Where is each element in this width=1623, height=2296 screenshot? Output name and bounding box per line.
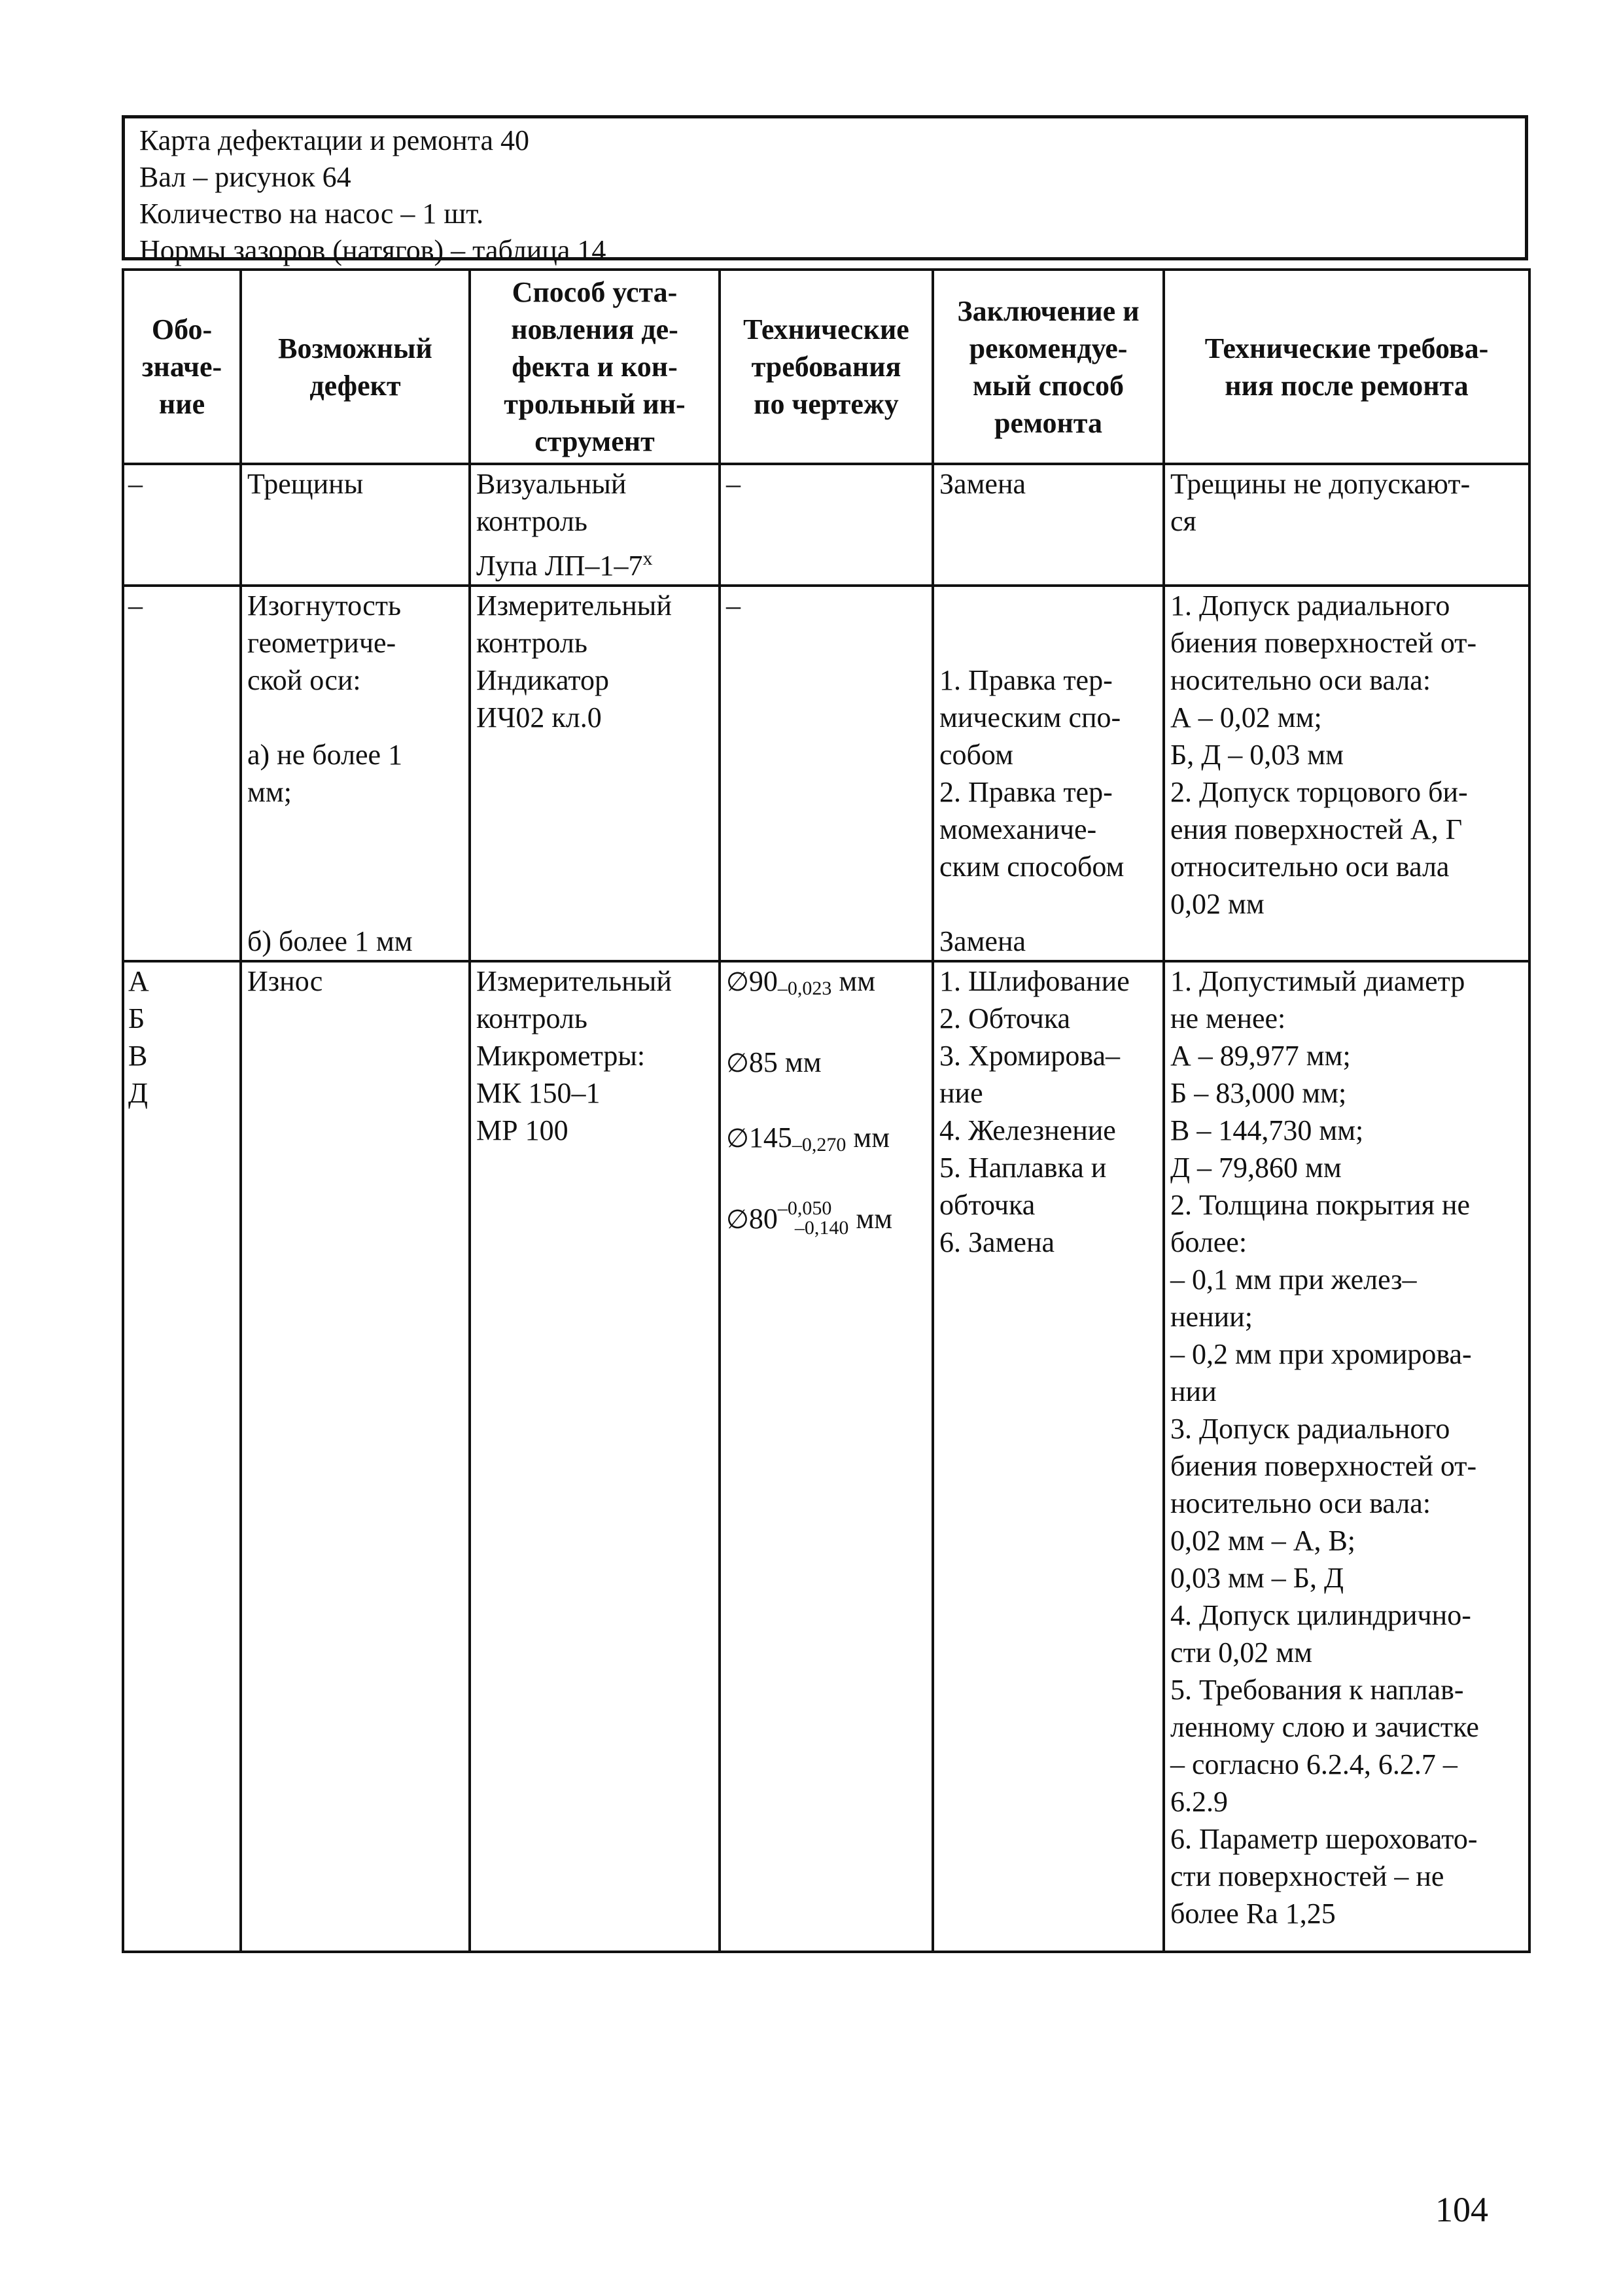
cell-designation: – [123,586,241,961]
col-header-after-repair: Технические требова- ния после ремонта [1164,270,1529,464]
cell-defect: Трещины [241,464,470,586]
quantity-line: Количество на насос – 1 шт. [139,198,484,230]
diameter-icon: ∅ [726,967,749,997]
col-header-defect: Возможный дефект [241,270,470,464]
diameter-spec-v: $\emptyset 145_{-0,270}$ мм [726,1122,890,1156]
diameter-spec-d: ∅80–0,050 –0,140 мм [726,1197,893,1239]
col-header-method: Способ уста- новления де- фекта и кон- трольный ин- струмент [470,270,720,464]
defect-table [122,268,1531,1953]
cell-method [470,464,720,586]
cell-after-repair: Трещины не допускают- ся [1164,464,1529,586]
diameter-icon: ∅ [726,1205,749,1235]
clearance-norms-line: Нормы зазоров (натягов) – таблица 14 [139,234,606,266]
diameter-spec-b: ∅85 мм [726,1046,822,1078]
tolerance-stack: –0,050 –0,140 [777,1197,849,1239]
card-title: Карта дефектации и ремонта 40 [139,124,529,156]
diameter-icon: ∅ [726,1048,749,1078]
page-number: 104 [1435,2190,1488,2229]
cell-after-repair: 1. Допуск радиального биения поверхностей от- носительно оси вала: А – 0,02 мм; Б, Д – 0,03 мм 2. Допуск торцового би- ения поверхностей А, Г относительно оси вала 0,02 мм [1164,586,1529,961]
method-text: Визуальный контроль Лупа ЛП–1–7 [476,468,643,582]
card-header [122,115,1528,266]
magnification-superscript: х [642,548,653,569]
table-row [123,464,1529,586]
cell-conclusion: 1. Шлифование 2. Обточка 3. Хромирова– ние 4. Железнение 5. Наплавка и обточка 6. Замена [933,961,1164,1952]
cell-conclusion: Замена [933,464,1164,586]
cell-drawing-req [720,961,933,1952]
cell-conclusion: 1. Правка тер- мическим спо- собом 2. Правка тер- момеханиче- ским способом Замена [933,586,1164,961]
document-sheet [122,115,1528,1953]
figure-reference: Вал – рисунок 64 [139,161,351,193]
cell-after-repair: 1. Допустимый диаметр не менее: А – 89,977 мм; Б – 83,000 мм; В – 144,730 мм; Д – 79,860 мм 2. Толщина покрытия не более: – 0,1 мм при желез– нении; – 0,2 мм при хромирова- нии 3. Допуск радиального биения поверхностей от- носительно оси вала: 0,02 мм – А, В; 0,03 мм – Б, Д 4. Допуск цилиндрично- сти 0,02 мм 5. Требования к наплав- ленному слою и зачистке – согласно 6.2.4, 6.2.7 – 6.2.9 6. Параметр шероховато- сти поверхностей – не более Ra 1,25 [1164,961,1529,1952]
col-header-drawing-req: Технические требования по чертежу [720,270,933,464]
col-header-designation: Обо- значе- ние [123,270,241,464]
cell-method: Измерительный контроль Микрометры: МК 150–1 МР 100 [470,961,720,1952]
cell-method: Измерительный контроль Индикатор ИЧ02 кл.0 [470,586,720,961]
diameter-icon: ∅ [726,1123,749,1154]
cell-drawing-req: – [720,464,933,586]
cell-designation: – [123,464,241,586]
cell-drawing-req: – [720,586,933,961]
cell-defect: Износ [241,961,470,1952]
cell-defect: Изогнутость геометриче- ской оси: а) не более 1 мм; б) более 1 мм [241,586,470,961]
col-header-conclusion: Заключение и рекомендуе- мый способ ремонта [933,270,1164,464]
cell-designation: А Б В Д [123,961,241,1952]
table-header-row [123,270,1529,464]
table-row [123,586,1529,961]
diameter-spec-a: $\emptyset 90_{-0,023}$ мм [726,965,876,999]
table-row [123,961,1529,1952]
